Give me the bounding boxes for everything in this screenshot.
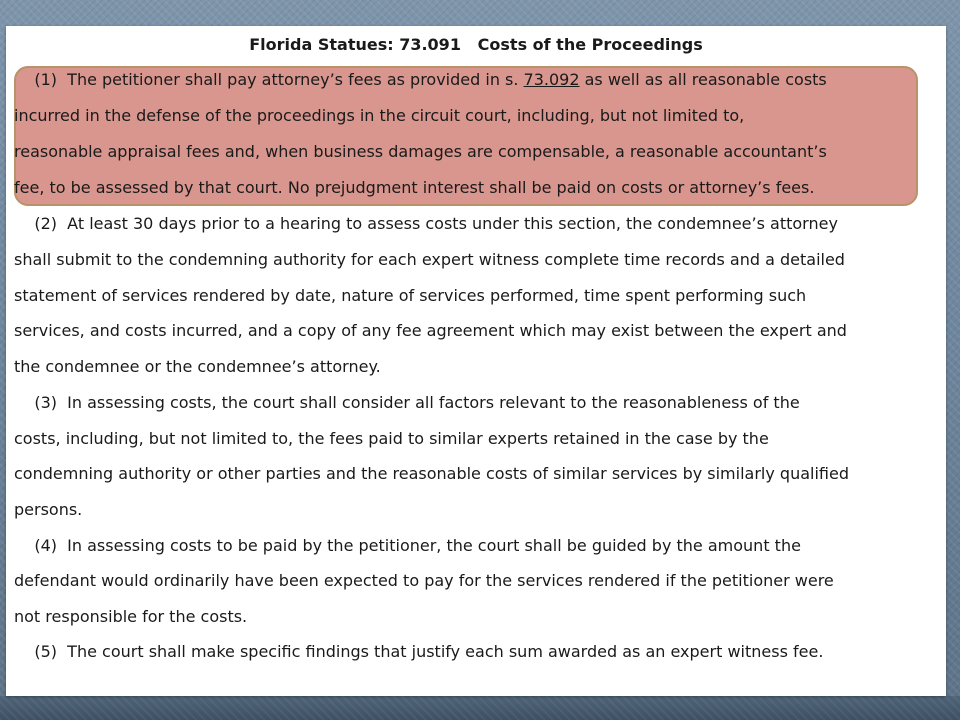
paragraph-1-line-1	[14, 70, 827, 90]
paragraph-3-line-1: (3) In assessing costs, the court shall consider all factors relevant to the reasonableness of the	[14, 393, 800, 412]
slide-bottom-band	[0, 696, 960, 720]
document-title: Florida Statues: 73.091 Costs of the Proceedings	[249, 35, 703, 54]
paragraph-1-line-4: fee, to be assessed by that court. No prejudgment interest shall be paid on costs or attorney’s fees.	[14, 178, 815, 197]
paragraph-4-line-3: not responsible for the costs.	[14, 607, 248, 626]
paragraph-1-text: (1) The petitioner shall pay attorney’s fees as provided in s.	[14, 70, 524, 89]
paragraph-4-line-2: defendant would ordinarily have been expected to pay for the services rendered if the petitioner were	[14, 571, 834, 590]
paragraph-5-line-1: (5) The court shall make specific findings that justify each sum awarded as an expert witness fee.	[14, 642, 824, 661]
paragraph-1-line-2: incurred in the defense of the proceedings in the circuit court, including, but not limited to,	[14, 106, 745, 125]
paragraph-2-line-4: services, and costs incurred, and a copy of any fee agreement which may exist between the expert and	[14, 321, 847, 340]
paragraph-1-text: as well as all reasonable costs	[579, 70, 827, 89]
paragraph-1-line-3: reasonable appraisal fees and, when business damages are compensable, a reasonable accountant’s	[14, 142, 827, 161]
paragraph-2-line-3: statement of services rendered by date, nature of services performed, time spent performing such	[14, 286, 807, 305]
paragraph-3-line-2: costs, including, but not limited to, the fees paid to similar experts retained in the case by the	[14, 429, 769, 448]
statute-document	[6, 26, 946, 696]
paragraph-2-line-5: the condemnee or the condemnee’s attorney.	[14, 357, 381, 376]
paragraph-3-line-4: persons.	[14, 500, 83, 519]
paragraph-4-line-1: (4) In assessing costs to be paid by the petitioner, the court shall be guided by the amount the	[14, 536, 801, 555]
paragraph-3-line-3: condemning authority or other parties and the reasonable costs of similar services by similarly qualified	[14, 464, 849, 483]
paragraph-2-line-1: (2) At least 30 days prior to a hearing to assess costs under this section, the condemnee’s attorney	[14, 214, 838, 233]
paragraph-2-line-2: shall submit to the condemning authority for each expert witness complete time records and a detailed	[14, 250, 845, 269]
statute-link-73-092[interactable]: 73.092	[523, 70, 580, 89]
